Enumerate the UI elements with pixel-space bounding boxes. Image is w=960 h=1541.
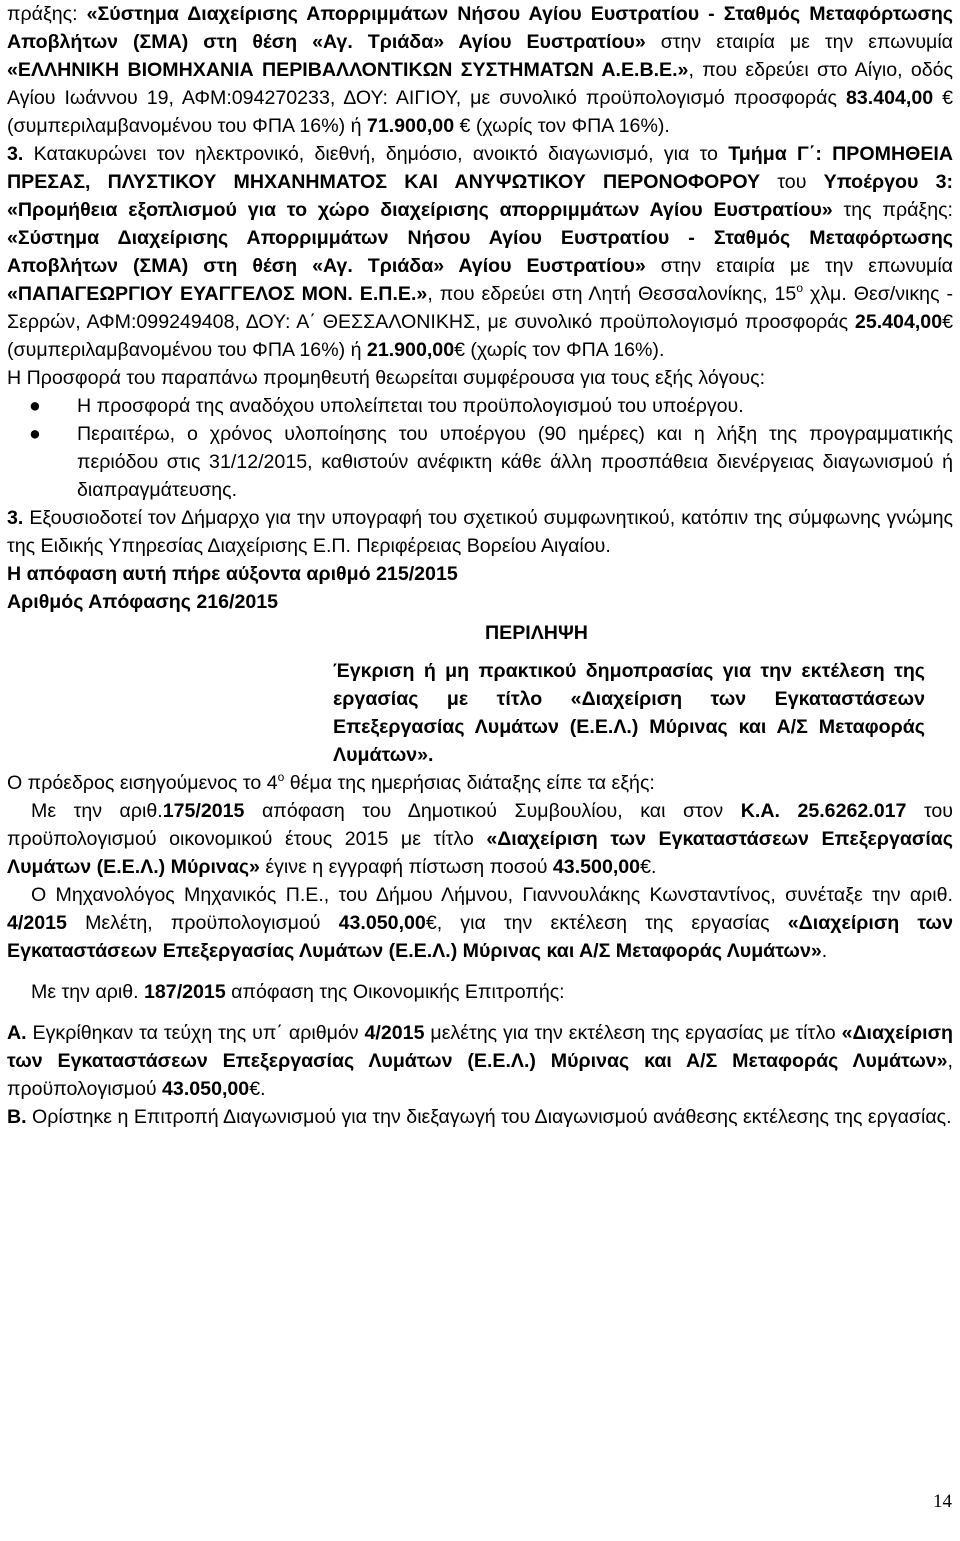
list-item: ● Περαιτέρω, ο χρόνος υλοποίησης του υποέργου (90 ημέρες) και η λήξη της προγραμματικής περιόδου στις 31/12/2015, καθιστούν ανέφικτη κάθε άλλη προσπάθεια διενέργειας διαγωνισμού ή διαπραγμάτευσης. xyxy=(7,420,953,504)
paragraph-reasons-intro: Η Προσφορά του παραπάνω προμηθευτή θεωρείται συμφέρουσα για τους εξής λόγους: xyxy=(7,367,766,389)
bullet-icon: ● xyxy=(29,395,41,417)
document-page xyxy=(7,0,953,1131)
paragraph-award-previous: πράξης: «Σύστημα Διαχείρισης Απορριμμάτων Νήσου Αγίου Ευστρατίου - Σταθμός Μεταφόρτωσης Αποβλήτων (ΣΜΑ) στη θέση «Αγ. Τριάδα» Αγίου Ευστρατίου» στην εταιρία με την επωνυμία «ΕΛΛΗΝΙΚΗ ΒΙΟΜΗΧΑΝΙΑ ΠΕΡΙΒΑΛΛΟΝΤΙΚΩΝ ΣΥΣΤΗΜΑΤΩΝ Α.Ε.Β.Ε.», που εδρεύει στο Αίγιο, οδός Αγίου Ιωάννου 19, ΑΦΜ:094270233, ΔΟΥ: ΑΙΓΙΟΥ, με συνολικό προϋπολογισμό προσφοράς 83.404,00 € (συμπεριλαμβανομένου του ΦΠΑ 16%) ή 71.900,00 € (χωρίς τον ΦΠΑ 16%). xyxy=(7,3,954,137)
reasons-list xyxy=(7,392,953,504)
paragraph-award-section-c: 3. Κατακυρώνει τον ηλεκτρονικό, διεθνή, δημόσιο, ανοικτό διαγωνισμό, για το Τμήμα Γ΄: ΠΡΟΜΗΘΕΙΑ ΠΡΕΣΑΣ, ΠΛΥΣΤΙΚΟΥ ΜΗΧΑΝΗΜΑΤΟΣ ΚΑΙ ΑΝΥΨΩΤΙΚΟΥ ΠΕΡΟΝΟΦΟΡΟΥ του Υποέργου 3: «Προμήθεια εξοπλισμού για το χώρο διαχείρισης απορριμμάτων Αγίου Ευστρατίου» της πράξης: «Σύστημα Διαχείρισης Απορριμμάτων Νήσου Αγίου Ευστρατίου - Σταθμός Μεταφόρτωσης Αποβλήτων (ΣΜΑ) στη θέση «Αγ. Τριάδα» Αγίου Ευστρατίου» στην εταιρία με την επωνυμία «ΠΑΠΑΓΕΩΡΓΙΟΥ ΕΥΑΓΓΕΛΟΣ ΜΟΝ. Ε.Π.Ε.», που εδρεύει στη Λητή Θεσσαλονίκης, $15^o$ χλμ. Θεσ/νικης - Σερρών, ΑΦΜ:099249408, ΔΟΥ: Α΄ ΘΕΣΣΑΛΟΝΙΚΗΣ, με συνολικό προϋπολογισμό προσφοράς 25.404,00€ (συμπεριλαμβανομένου του ΦΠΑ 16%) ή 21.900,00€ (χωρίς τον ΦΠΑ 16%). xyxy=(7,143,954,361)
paragraph-intro: Ο πρόεδρος εισηγούμενος το $4^o$ θέμα της ημερήσιας διάταξης είπε τα εξής: xyxy=(7,770,655,794)
paragraph-item-b: Β. Ορίστηκε η Επιτροπή Διαγωνισμού για την διεξαγωγή του Διαγωνισμού ανάθεσης εκτέλεσης της εργασίας. xyxy=(7,1106,952,1128)
summary-title: ΠΕΡΙΛΗΨΗ xyxy=(485,622,588,644)
paragraph-credit: Με την αριθ.175/2015 απόφαση του Δημοτικού Συμβουλίου, και στον Κ.Α. 25.6262.017 του προϋπολογισμού οικονομικού έτους 2015 με τίτλο «Διαχείριση των Εγκαταστάσεων Επεξεργασίας Λυμάτων (Ε.Ε.Λ.) Μύρινας» έγινε η εγγραφή πίστωση ποσού 43.500,00€. xyxy=(7,800,954,878)
page-number: 14 xyxy=(933,1491,952,1512)
paragraph-authorization: 3. Εξουσιοδοτεί τον Δήμαρχο για την υπογραφή του σχετικού συμφωνητικού, κατόπιν της σύμφωνης γνώμης της Ειδικής Υπηρεσίας Διαχείρισης Ε.Π. Περιφέρειας Βορείου Αιγαίου. xyxy=(7,507,953,557)
decision-next-number: Αριθμός Απόφασης 216/2015 xyxy=(7,591,279,613)
bullet-icon: ● xyxy=(29,423,41,445)
paragraph-item-a: Α. Εγκρίθηκαν τα τεύχη της υπ΄ αριθμόν 4/2015 μελέτης για την εκτέλεση της εργασίας με τίτλο «Διαχείριση των Εγκαταστάσεων Επεξεργασίας Λυμάτων (Ε.Ε.Λ.) Μύρινας και Α/Σ Μεταφοράς Λυμάτων», προϋπολογισμού 43.050,00€. xyxy=(7,1022,953,1100)
summary-text: Έγκριση ή μη πρακτικού δημοπρασίας για την εκτέλεση της εργασίας με τίτλο «Διαχείριση των Εγκαταστάσεων Επεξεργασίας Λυμάτων (Ε.Ε.Λ.) Μύρινας και Α/Σ Μεταφοράς Λυμάτων». xyxy=(333,660,925,766)
paragraph-committee-decision: Με την αριθ. 187/2015 απόφαση της Οικονομικής Επιτροπής: xyxy=(31,981,565,1003)
list-item: ● Η προσφορά της αναδόχου υπολείπεται του προϋπολογισμού του υποέργου. xyxy=(7,392,953,420)
decision-number-line: Η απόφαση αυτή πήρε αύξοντα αριθμό 215/2015 xyxy=(7,563,458,585)
paragraph-study: Ο Μηχανολόγος Μηχανικός Π.Ε., του Δήμου Λήμνου, Γιαννουλάκης Κωνσταντίνος, συνέταξε την αριθ. 4/2015 Μελέτη, προϋπολογισμού 43.050,00€, για την εκτέλεση της εργασίας «Διαχείριση των Εγκαταστάσεων Επεξεργασίας Λυμάτων (Ε.Ε.Λ.) Μύρινας και Α/Σ Μεταφοράς Λυμάτων». xyxy=(7,884,954,962)
